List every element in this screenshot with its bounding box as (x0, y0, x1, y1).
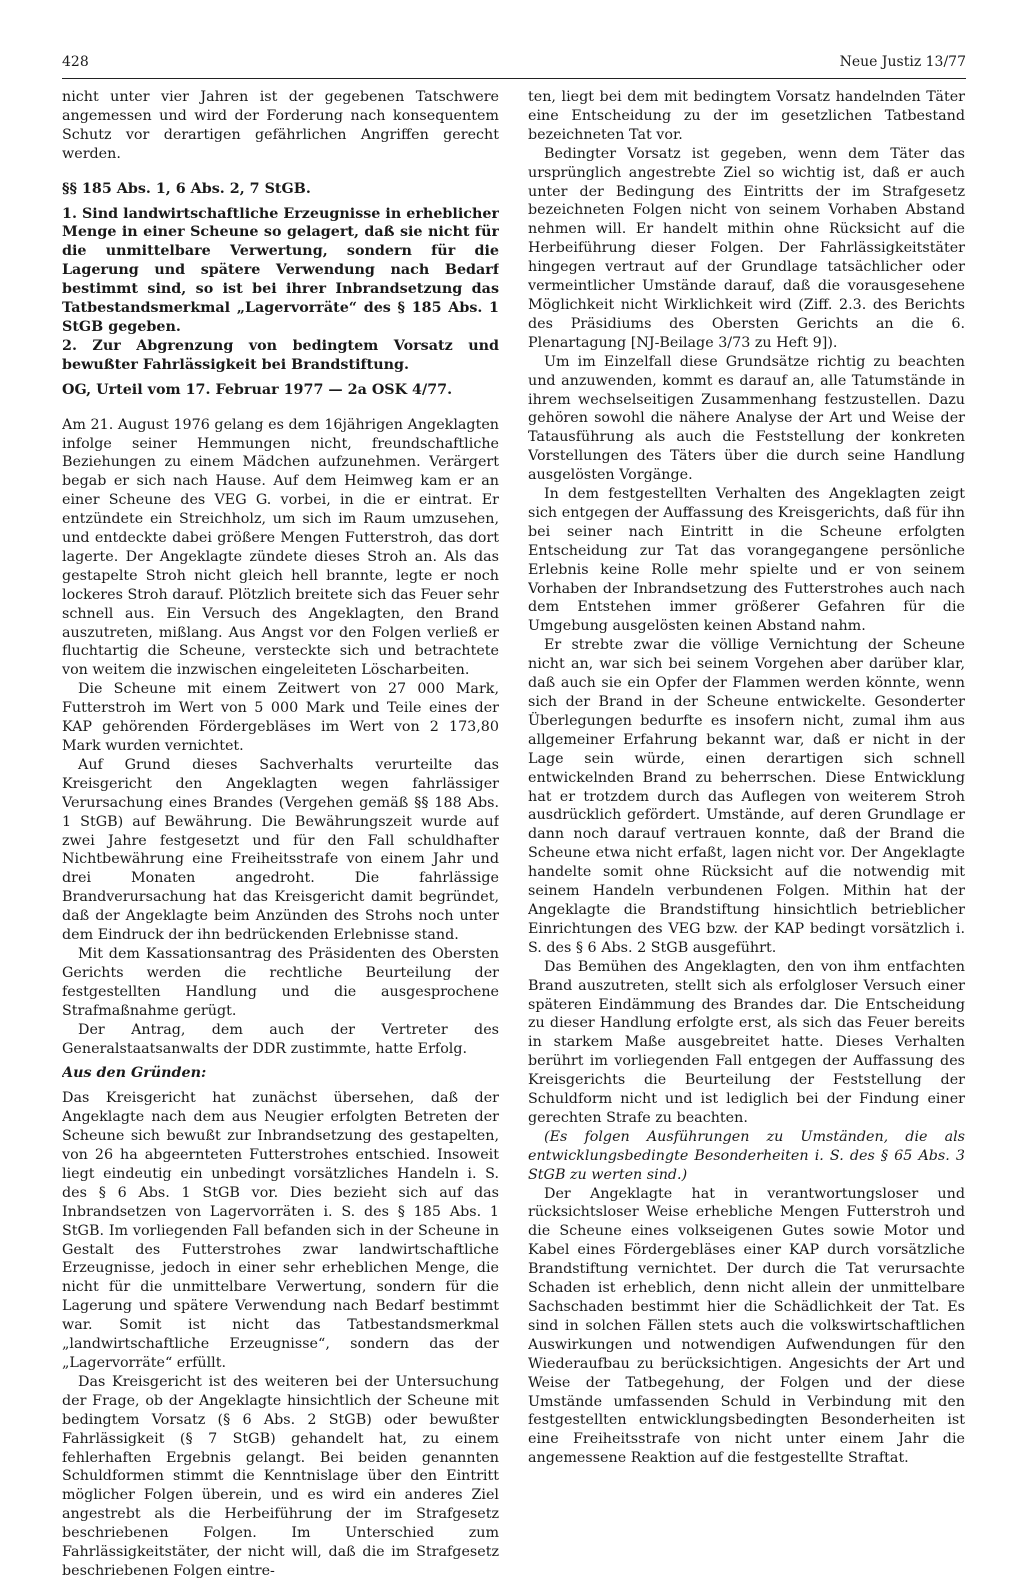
paragraph: Die Scheune mit einem Zeitwert von 27 000 Mark, Futterstroh im Wert von 5 000 Mark und Teile eines der KAP gehörenden Fördergebläses im Wert von 2 173,80 Mark wurden vernichtet. (62, 681, 499, 754)
paragraph: Der Antrag, dem auch der Vertreter des Generalstaatsanwalts der DDR zustimmte, hatte Erfolg. (62, 1021, 499, 1057)
court-citation: OG, Urteil vom 17. Februar 1977 — 2a OSK 4/77. (62, 381, 453, 398)
journal-issue: Neue Justiz 13/77 (839, 54, 966, 70)
paragraph: Das Kreisgericht hat zunächst übersehen, daß der Angeklagte nach dem aus Neugier erfolgten Betreten der Scheune sich bewußt zur Inbrandsetzung des gestapelten, von 26 ha abgeernteten Futterstrohes entschied. Insoweit liegt eindeutig ein unbedingt vorsätzliches Handeln i. S. des § 6 Abs. 1 StGB vor. Dies bezieht sich auf das Inbrandsetzen von Lagervorräten i. S. des § 185 Abs. 1 StGB. Im vorliegenden Fall befanden sich in der Scheune in Gestalt des Futterstrohes zwar landwirtschaftliche Erzeugnisse, jedoch in einer sehr erheblichen Menge, die nicht für die unmittelbare Verwertung, sondern für die Lagerung und spätere Verwendung nach Bedarf bestimmt war. Somit ist nicht das Tatbestandsmerkmal „landwirtschaftliche Erzeugnisse“, sondern das der „Lagervorräte“ erfüllt. (62, 1090, 499, 1371)
paragraph-continuation: ten, liegt bei dem mit bedingtem Vorsatz handelnden Täter eine Entscheidung zu der im gesetzlichen Tatbestand bezeichneten Tat vor. (528, 89, 965, 143)
paragraph: Das Kreisgericht ist des weiteren bei der Untersuchung der Frage, ob der Angeklagte hinsichtlich der Scheune mit bedingtem Vorsatz (§ 6 Abs. 2 StGB) oder bewußter Fahrlässigkeit (§ 7 StGB) gehandelt hat, zu einem fehlerhaften Ergebnis gelangt. Bei beiden genannten Schuldformen stimmt die Kenntnislage über den Eintritt möglicher Folgen überein, und es wird ein anderes Ziel angestrebt als die Herbeiführung der im Strafgesetz beschriebenen Folgen. Im Unterschied zum Fahrlässigkeitstäter, der nicht will, daß die im Strafgesetz beschriebenen Folgen eintre- (62, 1373, 499, 1579)
section-heading-grounds: Aus den Gründen: (62, 1065, 207, 1082)
right-column (528, 88, 965, 1468)
paragraph: Das Bemühen des Angeklagten, den von ihm entfachten Brand auszutreten, stellt sich als erfolgloser Versuch einer späteren Eindämmung des Brandes dar. Die Entscheidung zu dieser Handlung erfolgte erst, als sich das Feuer bereits in starkem Maße ausgebreitet hatte. Dieses Verhalten berührt im vorliegenden Fall entgegen der Auffassung des Kreisgerichts die Beurteilung der Feststellung der Schuldform nicht und ist lediglich bei der Findung einer gerechten Strafe zu beachten. (528, 958, 965, 1126)
headnote-1: 1. Sind landwirtschaftliche Erzeugnisse in erheblicher Menge in einer Scheune so gelagert, daß sie nicht für die unmittelbare Verwertung, sondern für die Lagerung und spätere Verwendung nach Bedarf bestimmt sind, so ist bei ihrer Inbrandsetzung das Tatbestandsmerkmal „Lagervorräte“ des § 185 Abs. 1 StGB gegeben. (62, 205, 499, 335)
page-number: 428 (62, 54, 89, 70)
paragraph: In dem festgestellten Verhalten des Angeklagten zeigt sich entgegen der Auffassung des Kreisgerichts, daß für ihn bei seiner nach Eintritt in die Scheune erfolgten Entscheidung zur Tat das vorangegangene persönliche Erlebnis keine Rolle mehr spielte und er von seinem Vorhaben der Inbrandsetzung des Futterstrohes auch nach dem Entstehen immer größerer Gefahren für die Umgebung ausgelösten keinen Abstand nahm. (528, 486, 965, 635)
paragraph: Der Angeklagte hat in verantwortungsloser und rücksichtsloser Weise erhebliche Mengen Futterstroh und die Scheune eines volkseigenen Gutes sowie Motor und Kabel eines Fördergebläses einer KAP durch vorsätzliche Brandstiftung vernichtet. Der durch die Tat verursachte Schaden ist erheblich, denn nicht allein der unmittelbare Sachschaden bestimmt hier die Schädlichkeit der Tat. Es sind in solchen Fällen stets auch die volkswirtschaftlichen Auswirkungen und notwendigen Aufwendungen für den Wiederaufbau zu berücksichtigen. Angesichts der Art und Weise der Tatbegehung, der Folgen und der diese Umstände umfassenden Schuld in Verbindung mit den festgestellten entwicklungsbedingten Besonderheiten ist eine Freiheitsstrafe von nicht unter einem Jahr die angemessene Reaktion auf die festgestellte Straftat. (528, 1185, 965, 1467)
header-rule (62, 78, 966, 79)
paragraph: Mit dem Kassationsantrag des Präsidenten des Obersten Gerichts werden die rechtliche Beurteilung der festgestellten Handlung und die ausgesprochene Strafmaßnahme gerügt. (62, 945, 499, 1019)
paragraph: Bedingter Vorsatz ist gegeben, wenn dem Täter das ursprünglich angestrebte Ziel so wichtig ist, daß er auch unter der Bedingung des Eintritts der im Strafgesetz bezeichneten Folgen nicht von seinem Vorhaben Abstand nehmen will. Er handelt mithin ohne Rücksicht auf die Herbeiführung dieser Folgen. Der Fahrlässigkeitstäter hingegen vertraut auf der Grundlage tatsächlicher oder vermeintlicher Umstände darauf, daß die vorausgesehene Möglichkeit nicht Wirklichkeit wird (Ziff. 2.3. des Berichts des Präsidiums des Obersten Gerichts an die 6. Plenartagung [NJ-Beilage 3/73 zu Heft 9]). (528, 145, 965, 351)
paragraph-continuation: nicht unter vier Jahren ist der gegebenen Tatschwere angemessen und wird der Forderung nach konsequentem Schutz vor derartigen gefährlichen Angriffen gerecht werden. (62, 89, 499, 162)
paragraph: Um im Einzelfall diese Grundsätze richtig zu beachten und anzuwenden, kommt es darauf an, alle Tatumstände in ihrem wechselseitigen Zusammenhang festzustellen. Dazu gehören sowohl die nähere Analyse der Art und Weise der Tatausführung als auch die Feststellung der konkreten Vorstellungen des Täters über die durch seine Handlung ausgelösten Vorgänge. (528, 353, 965, 484)
editorial-note: (Es folgen Ausführungen zu Umständen, die als entwicklungsbedingte Besonderheiten i. S. des § 65 Abs. 3 StGB zu werten sind.) (528, 1128, 965, 1183)
headnote-2: 2. Zur Abgrenzung von bedingtem Vorsatz und bewußter Fahrlässigkeit bei Brandstiftung. (62, 337, 499, 373)
paragraph: Auf Grund dieses Sachverhalts verurteilte das Kreisgericht den Angeklagten wegen fahrlässiger Verursachung eines Brandes (Vergehen gemäß §§ 188 Abs. 1 StGB) auf Bewährung. Die Bewährungszeit wurde auf zwei Jahre festgesetzt und für den Fall schuldhafter Nichtbewährung eine Freiheitsstrafe von einem Jahr und drei Monaten angedroht. Die fahrlässige Brandverursachung hat das Kreisgericht damit begründet, daß der Angeklagte beim Anzünden des Strohs noch unter dem Eindruck der ihn bedrückenden Erlebnisse stand. (62, 756, 499, 944)
statute-heading: §§ 185 Abs. 1, 6 Abs. 2, 7 StGB. (62, 180, 311, 197)
paragraph: Er strebte zwar die völlige Vernichtung der Scheune nicht an, war sich bei seinem Vorgehen aber darüber klar, daß auch sie ein Opfer der Flammen werden könnte, wenn sich der Brand in der Scheune entwickelte. Gesonderter Überlegungen bedurfte es insofern nicht, zumal ihm aus allgemeiner Erfahrung bekannt war, daß er nicht in der Lage sein würde, einen derartigen sich schnell entwickelnden Brand zu beherrschen. Diese Entwicklung hat er trotzdem durch das Auflegen von weiterem Stroh ausdrücklich gefördert. Umstände, auf deren Grundlage er dann noch darauf vertrauen konnte, daß der Brand die Scheune etwa nicht erfaßt, lagen nicht vor. Der Angeklagte handelte somit ohne Rücksicht auf die notwendig mit seinem Handeln verbundenen Folgen. Mithin hat der Angeklagte die Brandstiftung hinsichtlich betrieblicher Einrichtungen des VEG bzw. der KAP bedingt vorsätzlich i. S. des § 6 Abs. 2 StGB ausgeführt. (528, 637, 965, 956)
left-column (62, 88, 499, 1581)
paragraph: Am 21. August 1976 gelang es dem 16jährigen Angeklagten infolge seiner Hemmungen nicht, freundschaftliche Beziehungen zu einem Mädchen aufzunehmen. Verärgert begab er sich nach Hause. Auf dem Heimweg kam er an einer Scheune des VEG G. vorbei, in die er eintrat. Er entzündete ein Streichholz, um sich im Raum umzusehen, und entdeckte dabei größere Mengen Futterstroh, das dort lagerte. Der Angeklagte zündete dieses Stroh an. Als das gestapelte Stroh nicht gleich hell brannte, legte er noch lockeres Stroh darauf. Plötzlich breitete sich das Feuer sehr schnell aus. Ein Versuch des Angeklagten, den Brand auszutreten, mißlang. Aus Angst vor den Folgen verließ er fluchtartig die Scheune, versteckte sich und betrachtete von weitem die inzwischen eingeleiteten Löscharbeiten. (62, 416, 499, 679)
page-header (62, 52, 966, 76)
